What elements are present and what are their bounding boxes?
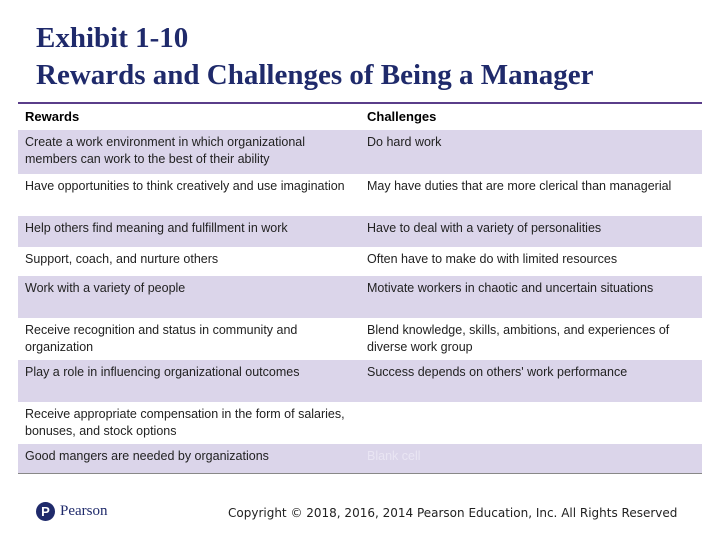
reward-cell: Have opportunities to think creatively and use imagination	[25, 179, 345, 193]
table-row	[18, 318, 702, 360]
table-row	[18, 174, 702, 216]
reward-cell: Support, coach, and nurture others	[25, 252, 219, 266]
challenge-cell: Blend knowledge, skills, ambitions, and experiences of diverse work group	[367, 323, 670, 354]
exhibit-title: Rewards and Challenges of Being a Manager	[36, 59, 594, 91]
pearson-p-icon: P	[36, 502, 55, 521]
reward-cell: Receive recognition and status in community and organization	[25, 323, 298, 354]
table-row	[18, 360, 702, 402]
table-row	[18, 247, 702, 276]
footer	[0, 500, 720, 530]
challenge-cell: Do hard work	[367, 135, 442, 149]
rewards-challenges-table	[18, 102, 702, 474]
table-header-row	[18, 104, 702, 130]
challenge-cell: Success depends on others' work performance	[367, 365, 628, 379]
table-row	[18, 276, 702, 318]
reward-cell: Receive appropriate compensation in the form of salaries, bonuses, and stock options	[25, 407, 345, 438]
page-title	[36, 20, 696, 94]
reward-cell: Good mangers are needed by organizations	[25, 449, 269, 463]
copyright-notice: Copyright © 2018, 2016, 2014 Pearson Education, Inc. All Rights Reserved	[228, 506, 678, 520]
pearson-wordmark: Pearson	[60, 503, 108, 519]
table-row	[18, 444, 702, 474]
challenge-cell: May have duties that are more clerical than managerial	[367, 179, 672, 193]
pearson-logo	[36, 502, 108, 521]
reward-cell: Create a work environment in which organizational members can work to the best of their ability	[25, 135, 306, 166]
reward-cell: Work with a variety of people	[25, 281, 186, 295]
reward-cell: Play a role in influencing organizational outcomes	[25, 365, 300, 379]
blank-challenge-cell: Blank cell	[367, 449, 421, 463]
challenge-cell: Often have to make do with limited resources	[367, 252, 618, 266]
challenge-cell: Motivate workers in chaotic and uncertain situations	[367, 281, 654, 295]
table-row	[18, 130, 702, 174]
column-header-rewards: Rewards	[25, 109, 80, 124]
challenge-cell	[360, 402, 702, 444]
table-row	[18, 216, 702, 247]
exhibit-number: Exhibit 1-10	[36, 22, 189, 54]
table-row	[18, 402, 702, 444]
column-header-challenges: Challenges	[367, 109, 437, 124]
reward-cell: Help others find meaning and fulfillment in work	[25, 221, 288, 235]
challenge-cell: Have to deal with a variety of personalities	[367, 221, 602, 235]
